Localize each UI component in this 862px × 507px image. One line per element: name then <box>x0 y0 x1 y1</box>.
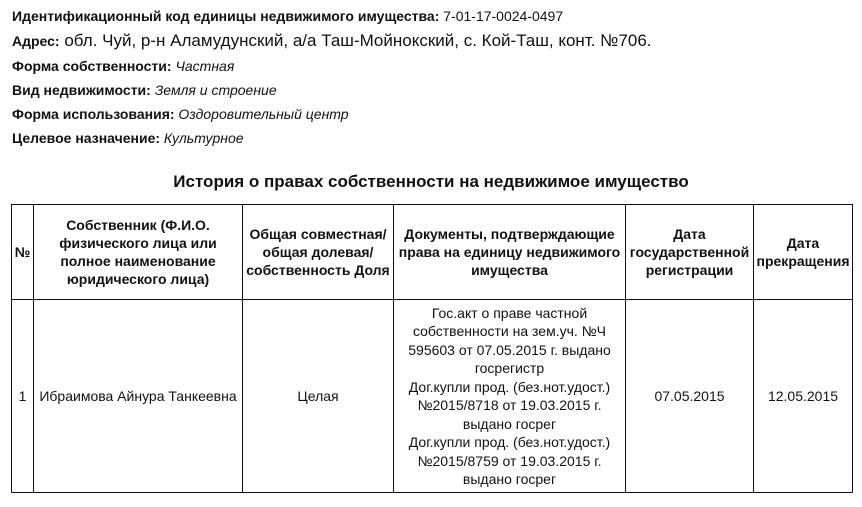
property-id-value: 7-01-17-0024-0497 <box>443 8 564 24</box>
documents-cell <box>394 300 626 493</box>
document-item: Дог.купли прод. (без.нот.удост.) №2015/8759 от 19.03.2015 г. выдано госрег <box>408 434 611 487</box>
address-value: обл. Чуй, р-н Аламудунский, а/а Таш-Мойнокский, с. Кой-Таш, конт. №706. <box>64 31 652 50</box>
ownership-form-value: Частная <box>175 58 235 74</box>
column-header-registration-date: Дата государственной регистрации <box>626 205 754 300</box>
document-item: Дог.купли прод. (без.нот.удост.) №2015/8718 от 19.03.2015 г. выдано госрег <box>408 378 611 432</box>
ownership-share: Целая <box>243 300 394 493</box>
property-type-label: Вид недвижимости: <box>12 82 151 98</box>
address-row <box>12 28 852 54</box>
property-info <box>12 4 852 150</box>
usage-form-value: Оздоровительный центр <box>178 106 349 122</box>
termination-date: 12.05.2015 <box>754 300 853 493</box>
ownership-history-table <box>11 204 853 493</box>
purpose-row <box>12 126 852 150</box>
column-header-documents: Документы, подтверждающие права на единицу недвижимого имущества <box>394 205 626 300</box>
usage-form-row <box>12 102 852 126</box>
address-label: Адрес: <box>12 33 60 49</box>
purpose-label: Целевое назначение: <box>12 130 161 146</box>
column-header-share: Общая совместная/общая долевая/ собственность Доля <box>243 205 394 300</box>
row-number: 1 <box>12 300 34 493</box>
history-title: История о правах собственности на недвижимое имущество <box>173 172 689 191</box>
ownership-form-row <box>12 54 852 78</box>
property-id-row <box>12 4 852 28</box>
property-type-value: Земля и строение <box>154 82 277 98</box>
ownership-form-label: Форма собственности: <box>12 58 172 74</box>
column-header-number: № <box>12 205 34 300</box>
owner-name: Ибраимова Айнура Танкеевна <box>34 300 243 493</box>
column-header-owner: Собственник (Ф.И.О. физического лица или полное наименование юридического лица) <box>34 205 243 300</box>
table-header-row <box>12 205 853 300</box>
property-type-row <box>12 78 852 102</box>
property-id-label: Идентификационный код единицы недвижимого имущества: <box>12 8 440 24</box>
table-row <box>12 300 853 493</box>
document-item: Гос.акт о праве частной собственности на зем.уч. №Ч 595603 от 07.05.2015 г. выдано госрегистр <box>408 304 611 376</box>
purpose-value: Культурное <box>163 130 244 146</box>
usage-form-label: Форма использования: <box>12 106 175 122</box>
column-header-termination-date: Дата прекращения <box>754 205 853 300</box>
registration-date: 07.05.2015 <box>626 300 754 493</box>
